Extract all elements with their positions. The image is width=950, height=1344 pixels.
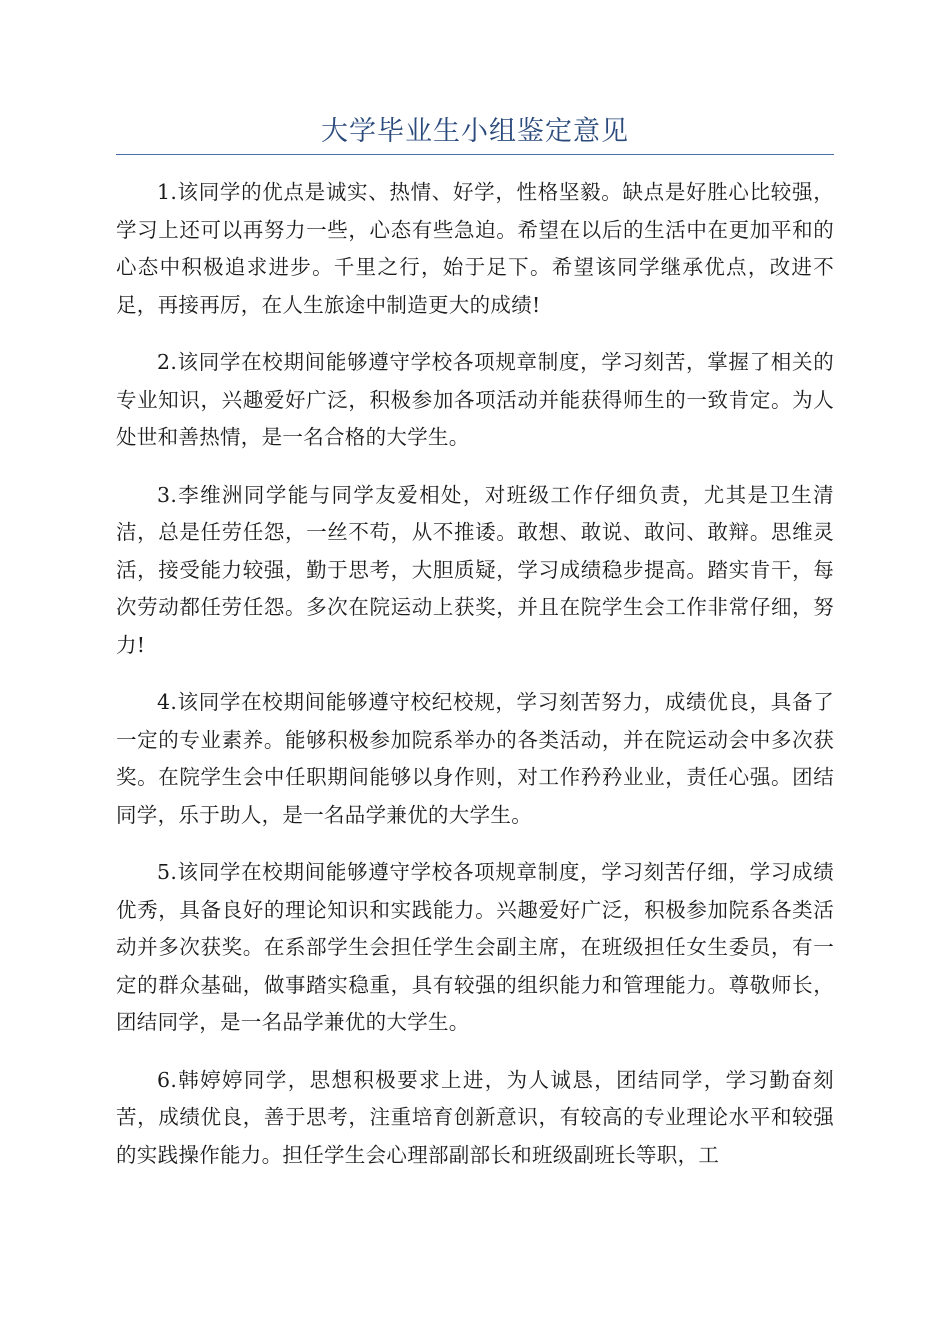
document-title: 大学毕业生小组鉴定意见 (321, 116, 629, 147)
paragraph-3: 3.李维洲同学能与同学友爱相处，对班级工作仔细负责，尤其是卫生清洁，总是任劳任怨，一丝不苟，从不推诿。敢想、敢说、敢问、敢辩。思维灵活，接受能力较强，勤于思考，大胆质疑，学习成绩稳步提高。踏实肯干，每次劳动都任劳任怨。多次在院运动上获奖，并且在院学生会工作非常仔细，努力! (116, 482, 834, 657)
paragraph-2: 2.该同学在校期间能够遵守学校各项规章制度，学习刻苦，掌握了相关的专业知识，兴趣爱好广泛，积极参加各项活动并能获得师生的一致肯定。为人处世和善热情，是一名合格的大学生。 (116, 350, 834, 449)
title-underline (116, 154, 834, 155)
paragraph-5: 5.该同学在校期间能够遵守学校各项规章制度，学习刻苦仔细，学习成绩优秀，具备良好的理论知识和实践能力。兴趣爱好广泛，积极参加院系各类活动并多次获奖。在系部学生会担任学生会副主席，在班级担任女生委员，有一定的群众基础，做事踏实稳重，具有较强的组织能力和管理能力。尊敬师长，团结同学，是一名品学兼优的大学生。 (116, 860, 834, 1034)
document-body (116, 174, 834, 1194)
paragraph-1: 1.该同学的优点是诚实、热情、好学，性格坚毅。缺点是好胜心比较强，学习上还可以再努力一些，心态有些急迫。希望在以后的生活中在更加平和的心态中积极追求进步。千里之行，始于足下。希望该同学继承优点，改进不足，再接再厉，在人生旅途中制造更大的成绩! (116, 180, 834, 317)
paragraph-6: 6.韩婷婷同学，思想积极要求上进，为人诚恳，团结同学，学习勤奋刻苦，成绩优良，善于思考，注重培育创新意识，有较高的专业理论水平和较强的实践操作能力。担任学生会心理部副部长和班级副班长等职，工 (116, 1067, 834, 1167)
paragraph-4: 4.该同学在校期间能够遵守校纪校规，学习刻苦努力，成绩优良，具备了一定的专业素养。能够积极参加院系举办的各类活动，并在院运动会中多次获奖。在院学生会中任职期间能够以身作则，对工作矜矜业业，责任心强。团结同学，乐于助人，是一名品学兼优的大学生。 (116, 690, 834, 827)
